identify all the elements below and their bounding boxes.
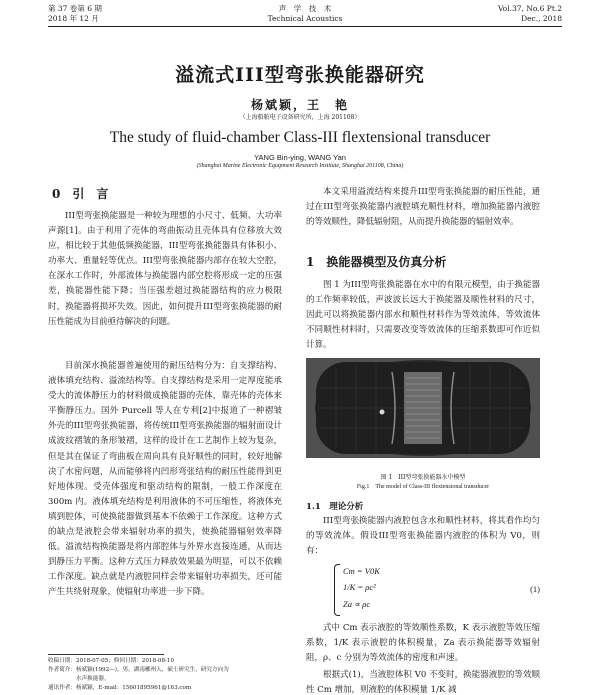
authors-chinese: 杨斌颖，王 艳 — [250, 98, 349, 112]
footnote-corresponding: 通讯作者：杨斌颖，E-mail：15601895961@163.com — [48, 685, 192, 691]
intro-paragraph-1: III型弯张换能器是一种较为理想的小尺寸、低频、大功率声源[1]。由于利用了壳体的弯曲振动且壳体具有位移放大效应，相比较于其他低频换能器，III型弯张换能器具有体积小、功率大、重量轻等优点。III型弯张换能器内部存在较大空腔，在深水工作时，外部流体与换能器内部空腔将形成一定的压强差，换能器性能下降；当压强差超过换能器结构的应力极限时，换能器将损坏失效。因此，如何提升III型弯张换能器的耐压性能成为目前亟待解决的问题。 — [48, 211, 282, 327]
date-cn: 2018 年 12 月 — [48, 14, 99, 23]
equation-brace — [334, 564, 340, 616]
running-header — [48, 2, 562, 28]
footnote-author-bio: 作者简介：杨斌颖(1992—)，男，湖南郴州人，硕士研究生，研究方向为 — [48, 667, 229, 673]
header-rule — [48, 26, 562, 27]
section-heading-intro: 0 引 言 — [52, 187, 109, 201]
title-english: The study of fluid-chamber Class-III flextensional transducer — [109, 129, 491, 146]
journal-volume — [498, 4, 562, 24]
fem-mesh-image — [306, 358, 540, 458]
equation-number: (1) — [530, 584, 540, 594]
equation-row-2: 1/K = ρc² — [343, 582, 376, 592]
finite-element-model-figure — [306, 358, 540, 458]
volume-issue-cn: 第 37 卷第 6 期 — [48, 4, 102, 13]
right-paragraph-5: 根据式(1)，当液腔体积 V0 不变时，换能器液腔的等效顺性 Cm 增加，则液腔的体积模量 1/K 减 — [306, 670, 540, 695]
journal-name — [48, 4, 562, 24]
footnote-rule — [48, 654, 164, 655]
section-heading-model: 1 换能器模型及仿真分析 — [306, 255, 447, 269]
footnote-received: 收稿日期：2018-07-05；修回日期：2018-08-10 — [48, 658, 175, 664]
affiliation-english: (Shanghai Marine Electronic Equipment Research Institute, Shanghai 201108, China) — [196, 163, 404, 169]
right-paragraph-3: III型弯张换能器内液腔包含水和顺性材料，将其看作均匀的等效流体。假设III型弯张换能器内液腔的体积为 V0，则有： — [306, 516, 540, 557]
title-chinese: 溢流式III型弯张换能器研究 — [175, 64, 425, 86]
right-paragraph-4: 式中 Cm 表示液腔的等效顺性系数，K 表示液腔等效压缩系数，1/K 表示液腔的体积模量，Za 表示换能器等效辐射阻，ρ、c 分别为等效流体的密度和声速。 — [306, 623, 540, 664]
figure-caption-english: Fig.1 The model of Class-III flextensional transducer — [356, 484, 490, 490]
affiliation-chinese: （上海船舶电子设备研究所，上海 201108） — [239, 114, 361, 121]
equation-row-1: Cm = V0K — [343, 566, 380, 576]
right-paragraph-2: 图 1 为III型弯张换能器在水中的有限元模型，由于换能器的工作频率较低，声波波长远大于换能器及顺性材料的尺寸，因此可以将换能器内部水和顺性材料作为等效流体，等效流体不同顺性材料时，只需要改变等效流体的压缩系数即可作近似计算。 — [306, 280, 540, 351]
intro-paragraph-2: 目前深水换能器普遍使用的耐压结构分为：自支撑结构、液体填充结构、溢流结构等。自支撑结构是采用一定厚度能承受大的流体静压力的材料做成换能器的壳体，靠壳体的壳体来平衡静压力。国外 Purcell 等人在专利[2]中报道了一种褶皱外壳的III型弯张换能器，将传统III型弯张换能器的辐射面设计成波纹褶皱的条形皱褶，这样的设计在工艺制作上较为复杂，但是其在保证了弯曲板在周向具有良好顺性的同时，较好地解决了水密问题，从而能够将内凹形弯张结构的耐压性能得到更好地体现。受壳体强度和驱动结构的限制，一般工作深度在 300m 内。液体填充结构是利用液体的不可压缩性，将液体充填到腔体，可使换能器做到基本不依赖于工作深度。这种方式的缺点是液腔会带来辐射功率的损失，使换能器辐射效率降低。溢流结构换能器是将内部腔体与外界水直接连通，从而达到静压力平衡。这种方式压力释放效果最为明显，可以不依赖工作深度。缺点就是内液腔同样会带来辐射功率损失，还可能产生共绕射现象，使辐射功率进一步下降。 — [48, 361, 282, 598]
footnote-author-bio-cont: 水声换能器。 — [48, 676, 110, 682]
date-en: Dec., 2018 — [521, 14, 562, 23]
subsection-heading-theory: 1.1 理论分析 — [306, 502, 364, 512]
figure-caption-chinese: 图 1 III型弯张换能器水中模型 — [380, 474, 466, 481]
equation-row-3: Za ∝ ρc — [343, 599, 371, 609]
equation-1 — [334, 566, 540, 616]
journal-name-cn: 声 学 技 术 — [278, 4, 332, 13]
authors-english: YANG Bin-ying, WANG Yan — [254, 153, 346, 162]
journal-name-en: Technical Acoustics — [267, 14, 343, 23]
volume-en: Vol.37, No.6 Pt.2 — [497, 4, 562, 13]
right-paragraph-1: 本文采用溢流结构来提升III型弯张换能器的耐压性能，通过在III型弯张换能器内液腔填充顺性材料，增加换能器内液腔的等效顺性，降低辐射阻，从而提升换能器的辐射效率。 — [306, 187, 540, 228]
